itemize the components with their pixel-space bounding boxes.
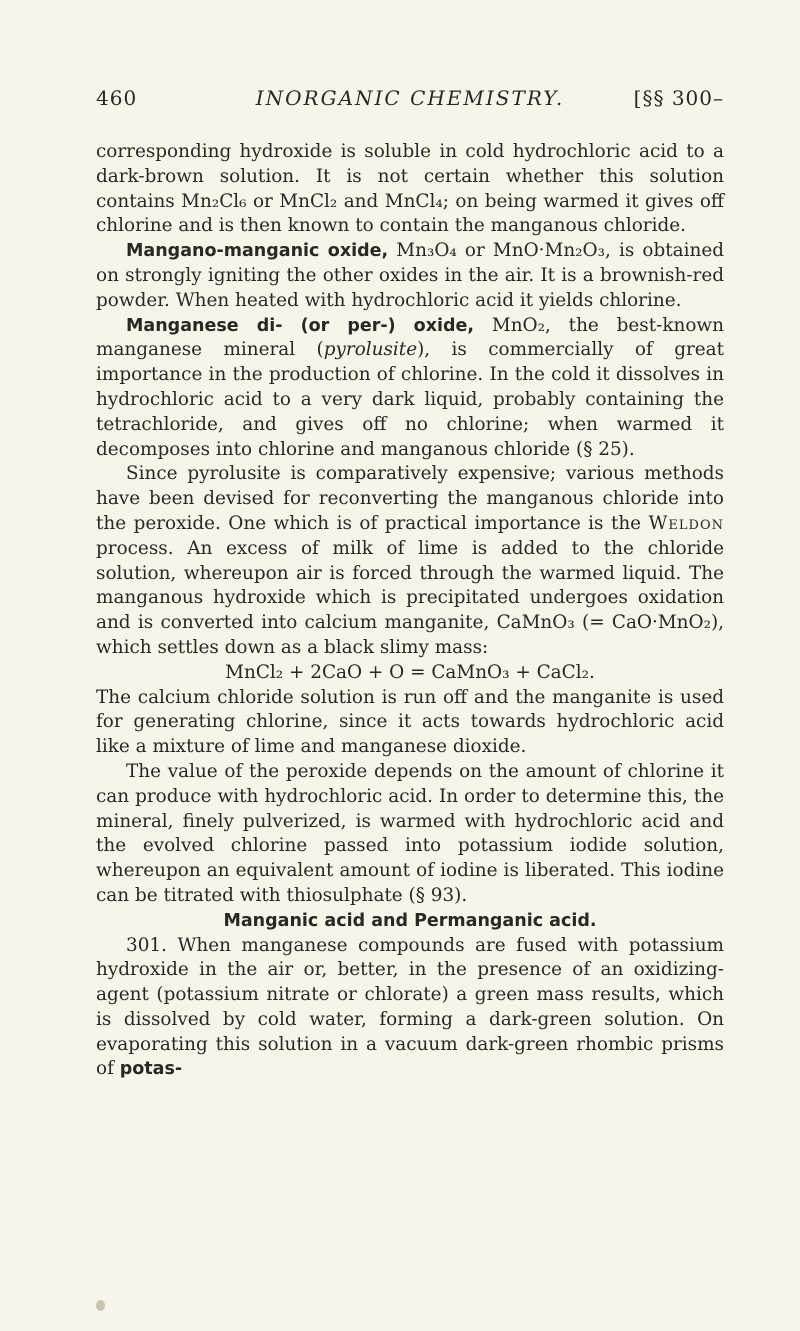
section-heading: Manganic acid and Permanganic acid. bbox=[223, 910, 597, 931]
section-reference: [§§ 300– bbox=[633, 86, 724, 110]
running-title: INORGANIC CHEMISTRY. bbox=[255, 86, 565, 110]
term-mangano-manganic-oxide: Mangano-manganic oxide, bbox=[126, 241, 389, 262]
term-manganese-dioxide: Manganese di- (or per-) oxide, bbox=[126, 315, 475, 336]
paragraph-301: 301. When manganese compounds are fused with potassium hydroxide in the air or, better, in the presence of an oxidizing-agent (potassium nitrate or chlorate) a green mass results, which is dissolved by cold water, forming a dark-green solution. On evaporating this solution in a vacuum dark-green rhombic prisms of potas- bbox=[96, 934, 724, 1080]
paragraph-1: corresponding hydroxide is soluble in cold hydrochloric acid to a dark-brown solution. It is not certain whether this solution contains Mn₂Cl₆ or MnCl₂ and MnCl₄; on being warmed it gives off chlorine and is then known to contain the manganous chloride. bbox=[96, 141, 724, 237]
body-text bbox=[96, 140, 724, 1082]
paragraph-weldon-process: Since pyrolusite is comparatively expensive; various methods have been devised for reconverting the manganous chloride into the peroxide. One which is of practical importance is the Weldon process. An excess of milk of lime is added to the chloride solution, whereupon air is forced through the warmed liquid. The manganous hydroxide which is precipitated undergoes oxidation and is converted into calcium manganite, CaMnO₃ (= CaO·MnO₂), which settles down as a black slimy mass: bbox=[96, 463, 724, 658]
term-potassium: potas- bbox=[119, 1059, 183, 1080]
term-pyrolusite: pyrolusite bbox=[323, 339, 418, 361]
chemical-equation: MnCl₂ + 2CaO + O = CaMnO₃ + CaCl₂. bbox=[225, 661, 595, 683]
ink-blot-mark bbox=[96, 1300, 105, 1311]
section-number: 301. bbox=[126, 934, 167, 956]
page-number: 460 bbox=[96, 86, 138, 110]
term-weldon: Weldon bbox=[648, 512, 724, 534]
running-header bbox=[96, 86, 724, 116]
paragraph-peroxide-value: The value of the peroxide depends on the amount of chlorine it can produce with hydrochloric acid. In order to determine this, the mineral, finely pulverized, is warmed with hydrochloric acid and the evolved chlorine passed into potassium iodide solution, whereupon an equivalent amount of iodine is liberated. This iodine can be titrated with thiosulphate (§ 93). bbox=[96, 760, 724, 906]
paragraph-mangano-manganic-oxide: Mangano-manganic oxide, Mn₃O₄ or MnO·Mn₂O₃, is obtained on strongly igniting the other oxides in the air. It is a brownish-red powder. When heated with hydrochloric acid it yields chlorine. bbox=[96, 240, 724, 311]
paragraph-calcium-chloride: The calcium chloride solution is run off and the manganite is used for generating chlorine, since it acts towards hydrochloric acid like a mixture of lime and manganese dioxide. bbox=[96, 686, 724, 758]
paragraph-manganese-dioxide: Manganese di- (or per-) oxide, MnO₂, the best-known manganese mineral (pyrolusite), is commercially of great importance in the production of chlorine. In the cold it dissolves in hydrochloric acid to a very dark liquid, probably containing the tetrachloride, and gives off no chlorine; when warmed it decomposes into chlorine and manganous chloride (§ 25). bbox=[96, 314, 724, 460]
